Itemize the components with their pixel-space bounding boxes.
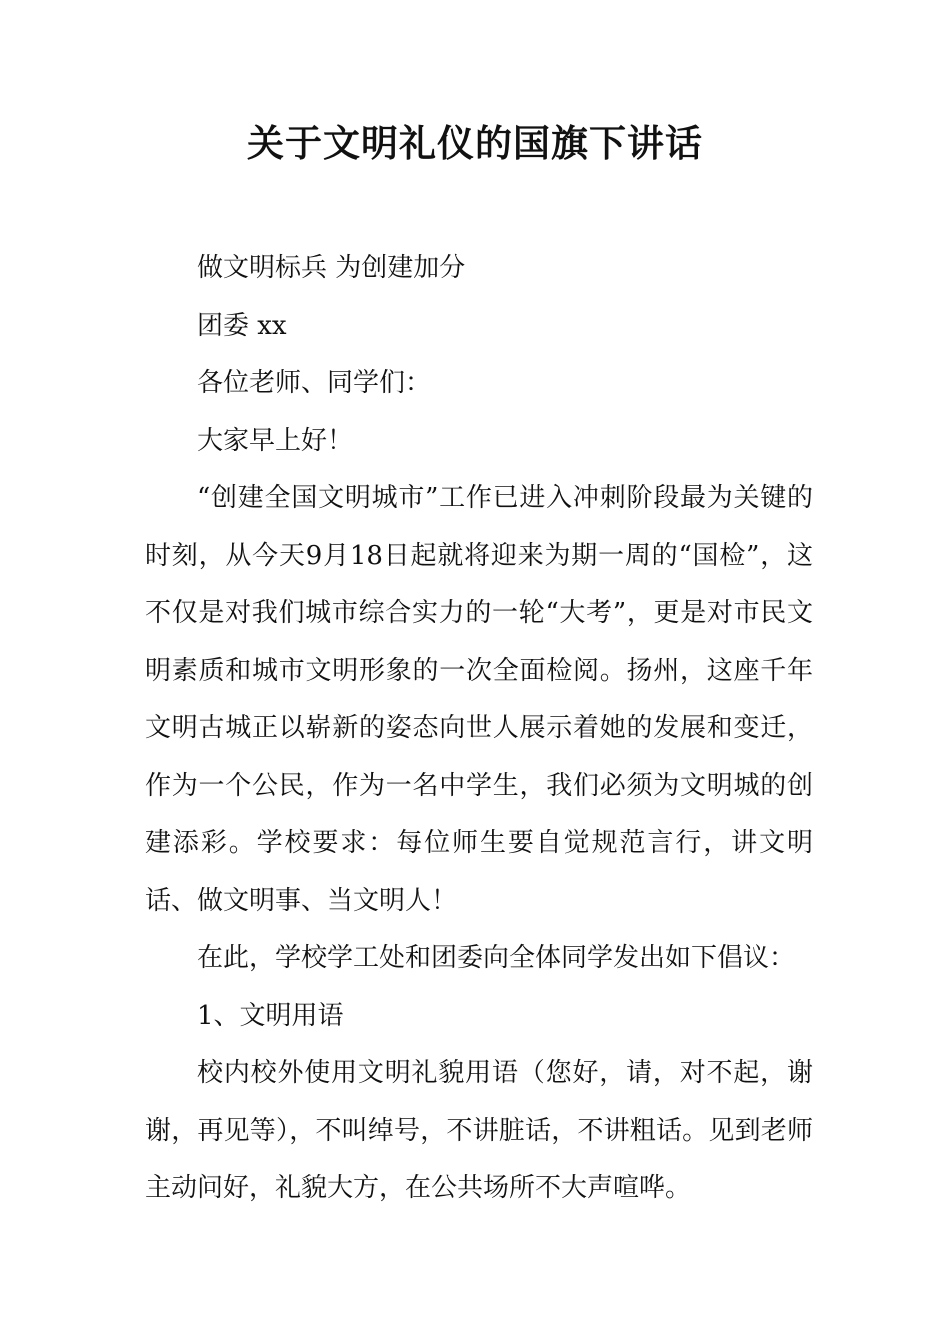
document-title: 关于文明礼仪的国旗下讲话 [247,122,703,165]
author-paragraph: 团委 xx [197,310,287,341]
body-paragraph: 校内校外使用文明礼貌用语（您好，请，对不起，谢谢，再见等），不叫绰号，不讲脏话，不讲粗话。见到老师主动问好，礼貌大方，在公共场所不大声喧哗。 [145,1058,813,1203]
salutation-paragraph: 各位老师、同学们： [197,368,432,398]
proposal-intro-paragraph: 在此，学校学工处和团委向全体同学发出如下倡议： [197,943,796,973]
section-heading: 1、文明用语 [197,1000,344,1031]
body-paragraph: “创建全国文明城市”工作已进入冲刺阶段最为关键的时刻，从今天9月18日起就将迎来为期一周的“国检”，这不仅是对我们城市综合实力的一轮“大考”，更是对市民文明素质和城市文明形象的一次全面检阅。扬州，这座千年文明古城正以崭新的姿态向世人展示着她的发展和变迁，作为一个公民，作为一名中学生，我们必须为文明城的创建添彩。学校要求：每位师生要自觉规范言行，讲文明话、做文明事、当文明人！ [145,483,813,916]
greeting-paragraph: 大家早上好！ [197,425,354,456]
document-body [145,240,813,1218]
subtitle-paragraph: 做文明标兵 为创建加分 [197,253,466,283]
